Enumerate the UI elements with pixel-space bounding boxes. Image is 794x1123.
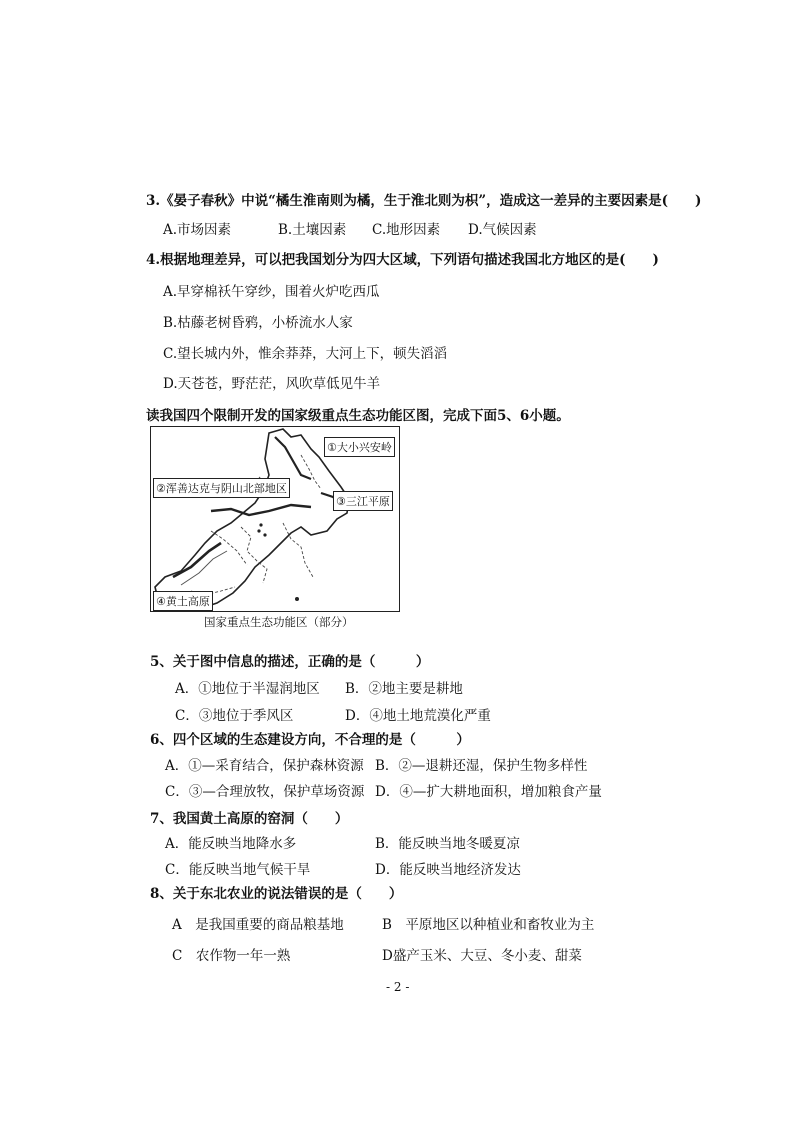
map-label-loess-plateau: ④黄土高原 [153, 591, 213, 611]
question-3-option-c: C.地形因素 [372, 222, 441, 238]
question-5-option-d: D．④地土地荒漠化严重 [345, 708, 491, 724]
map-label-sanjiang-plain: ③三江平原 [333, 491, 393, 511]
question-6-stem: 6、四个区域的生态建设方向，不合理的是（ ） [150, 732, 470, 748]
question-5-option-c: C．③地位于季风区 [175, 708, 294, 724]
question-7-option-d: D．能反映当地经济发达 [375, 862, 521, 878]
question-3-option-a: A.市场因素 [163, 222, 232, 238]
question-8-option-d: D盛产玉米、大豆、冬小麦、甜菜 [382, 948, 582, 964]
question-4-option-a: A.早穿棉袄午穿纱，围着火炉吃西瓜 [163, 284, 380, 300]
question-4-stem: 4.根据地理差异，可以把我国划分为四大区域，下列语句描述我国北方地区的是( ) [146, 252, 659, 268]
question-7-option-c: C．能反映当地气候干旱 [165, 862, 311, 878]
question-6-option-b: B．②—退耕还湿，保护生物多样性 [375, 758, 588, 774]
question-7-stem: 7、我国黄土高原的窑洞（ ） [150, 811, 349, 827]
question-6-option-c: C．③—合理放牧，保护草场资源 [165, 784, 365, 800]
question-3-option-d: D.气候因素 [468, 222, 537, 238]
map-caption: 国家重点生态功能区（部分） [204, 615, 354, 629]
question-7-option-a: A．能反映当地降水多 [165, 836, 297, 852]
question-6-option-a: A．①—采育结合，保护森林资源 [165, 758, 364, 774]
question-8-option-c: C 农作物一年一熟 [172, 948, 291, 964]
question-8-option-b: B 平原地区以种植业和畜牧业为主 [382, 917, 595, 933]
question-6-option-d: D．④—扩大耕地面积，增加粮食产量 [375, 784, 602, 800]
intro-5-6: 读我国四个限制开发的国家级重点生态功能区图，完成下面5、6小题。 [146, 408, 570, 424]
question-5-option-a: A．①地位于半湿润地区 [175, 681, 320, 697]
question-7-option-b: B．能反映当地冬暖夏凉 [375, 836, 520, 852]
question-3-option-b: B.土壤因素 [278, 222, 347, 238]
question-4-option-b: B.枯藤老树昏鸦，小桥流水人家 [163, 315, 353, 331]
question-8-option-a: A 是我国重要的商品粮基地 [172, 917, 344, 933]
question-4-option-c: C.望长城内外，惟余莽莽，大河上下，顿失滔滔 [163, 346, 448, 362]
question-5-option-b: B．②地主要是耕地 [345, 681, 463, 697]
question-3-stem: 3.《晏子春秋》中说“橘生淮南则为橘，生于淮北则为枳”，造成这一差异的主要因素是( ) [146, 193, 702, 209]
map-label-hunshandake: ②浑善达克与阴山北部地区 [153, 478, 290, 498]
page-number: - 2 - [386, 980, 410, 994]
question-8-stem: 8、关于东北农业的说法错误的是（ ） [150, 886, 403, 902]
question-4-option-d: D.天苍苍，野茫茫，风吹草低见牛羊 [163, 376, 381, 392]
ecological-zone-map [150, 426, 400, 612]
map-label-daxiaoxinganling: ①大小兴安岭 [324, 437, 395, 457]
question-5-stem: 5、关于图中信息的描述，正确的是（ ） [150, 654, 430, 670]
